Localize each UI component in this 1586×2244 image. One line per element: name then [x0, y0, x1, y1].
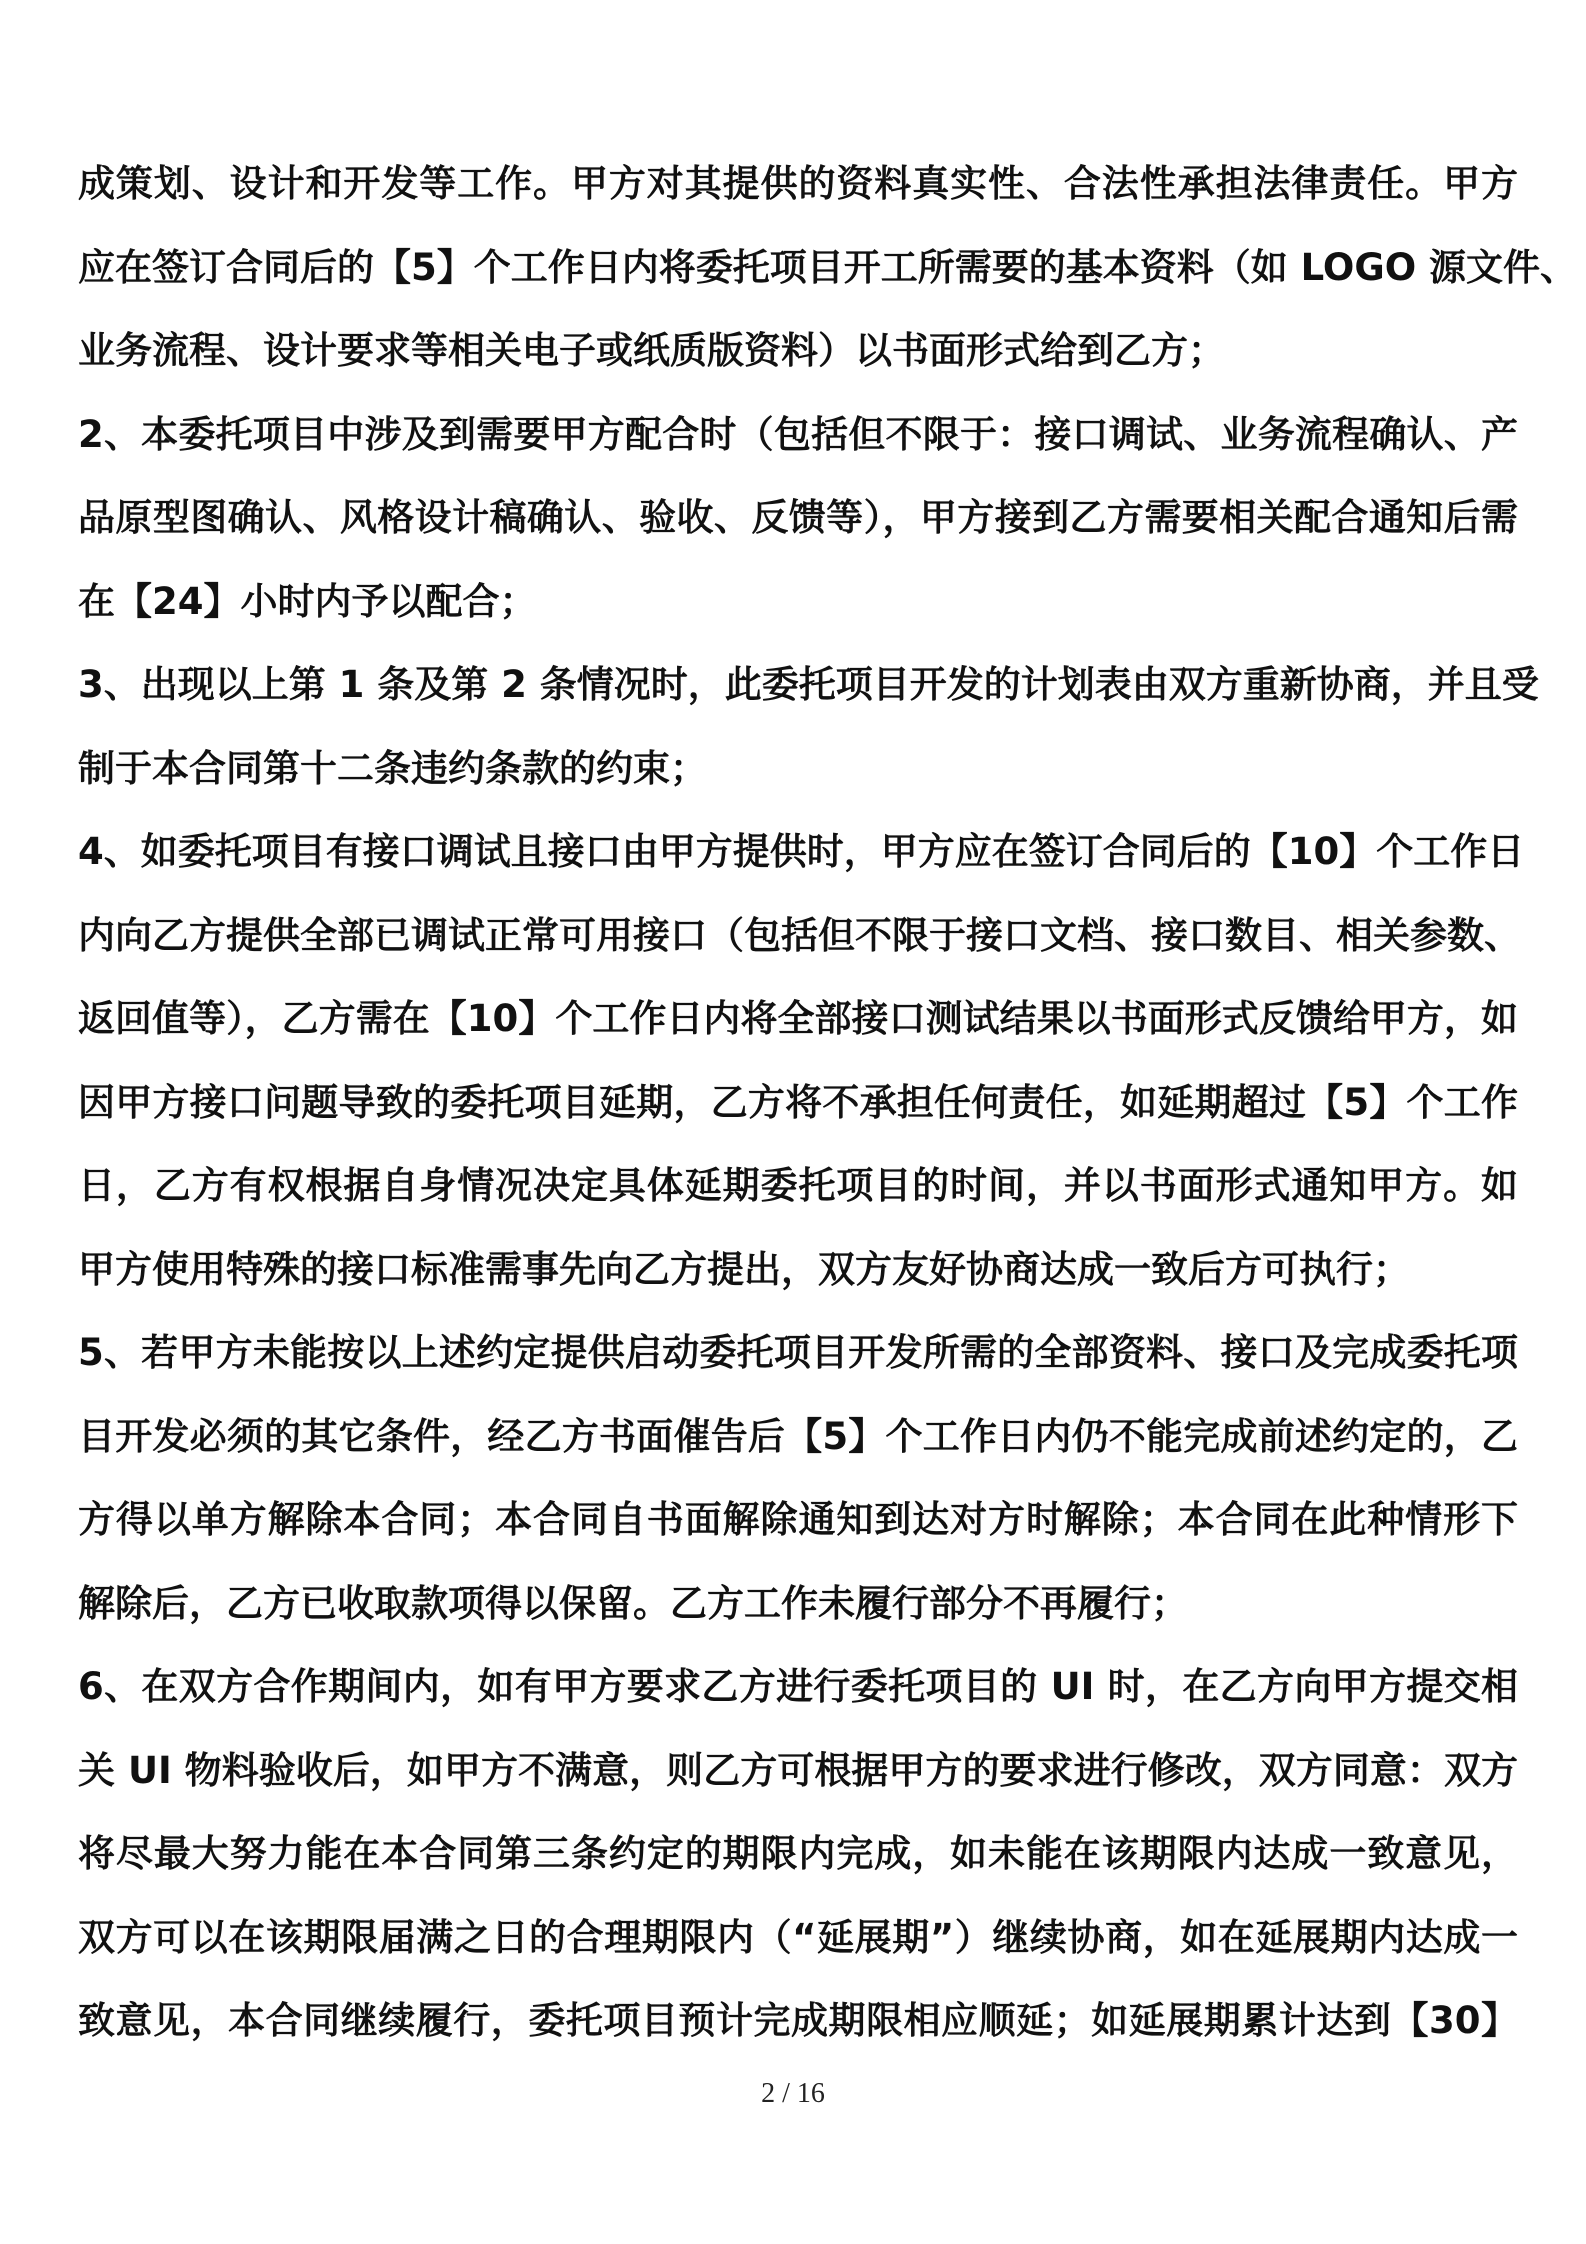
text-line: 致意见，本合同继续履行，委托项目预计完成期限相应顺延；如延展期累计达到【30】 — [78, 1999, 1518, 2042]
text-line: 双方可以在该期限届满之日的合理期限内（“延展期”）继续协商，如在延展期内达成一 — [78, 1915, 1518, 1959]
text-line: 目开发必须的其它条件，经乙方书面催告后【5】个工作日内仍不能完成前述约定的，乙 — [78, 1414, 1518, 1458]
page-number: 2 / 16 — [761, 2078, 825, 2109]
text-line: 3、出现以上第 1 条及第 2 条情况时，此委托项目开发的计划表由双方重新协商，并且受 — [78, 663, 1539, 706]
text-line: 日，乙方有权根据自身情况决定具体延期委托项目的时间，并以书面形式通知甲方。如 — [78, 1164, 1518, 1207]
text-line: 方得以单方解除本合同；本合同自书面解除通知到达对方时解除；本合同在此种情形下 — [78, 1498, 1518, 1541]
text-line: 制于本合同第十二条违约条款的约束； — [78, 746, 707, 790]
text-line: 4、如委托项目有接口调试且接口由甲方提供时，甲方应在签订合同后的【10】个工作日 — [78, 830, 1525, 873]
text-line: 业务流程、设计要求等相关电子或纸质版资料）以书面形式给到乙方； — [78, 329, 1225, 372]
text-line: 5、若甲方未能按以上述约定提供启动委托项目开发所需的全部资料、接口及完成委托项 — [78, 1331, 1518, 1374]
text-line: 应在签订合同后的【5】个工作日内将委托项目开工所需要的基本资料（如 LOGO 源文件、 — [78, 245, 1578, 289]
text-line: 关 UI 物料验收后，如甲方不满意，则乙方可根据甲方的要求进行修改，双方同意：双方 — [78, 1748, 1518, 1792]
text-line: 在【24】小时内予以配合； — [78, 579, 537, 623]
contract-body-text — [78, 142, 1578, 2063]
text-line: 返回值等），乙方需在【10】个工作日内将全部接口测试结果以书面形式反馈给甲方，如 — [78, 997, 1518, 1040]
text-line: 因甲方接口问题导致的委托项目延期，乙方将不承担任何责任，如延期超过【5】个工作 — [78, 1080, 1518, 1124]
text-line: 内向乙方提供全部已调试正常可用接口（包括但不限于接口文档、接口数目、相关参数、 — [78, 913, 1521, 957]
text-line: 甲方使用特殊的接口标准需事先向乙方提出，双方友好协商达成一致后方可执行； — [78, 1247, 1410, 1291]
text-line: 品原型图确认、风格设计稿确认、验收、反馈等），甲方接到乙方需要相关配合通知后需 — [78, 496, 1518, 539]
text-line: 成策划、设计和开发等工作。甲方对其提供的资料真实性、合法性承担法律责任。甲方 — [78, 162, 1518, 205]
text-line: 6、在双方合作期间内，如有甲方要求乙方进行委托项目的 UI 时，在乙方向甲方提交相 — [78, 1665, 1518, 1708]
text-line: 将尽最大努力能在本合同第三条约定的期限内完成，如未能在该期限内达成一致意见， — [78, 1832, 1518, 1875]
text-line: 解除后，乙方已收取款项得以保留。乙方工作未履行部分不再履行； — [78, 1581, 1188, 1625]
text-line: 2、本委托项目中涉及到需要甲方配合时（包括但不限于：接口调试、业务流程确认、产 — [78, 412, 1518, 456]
